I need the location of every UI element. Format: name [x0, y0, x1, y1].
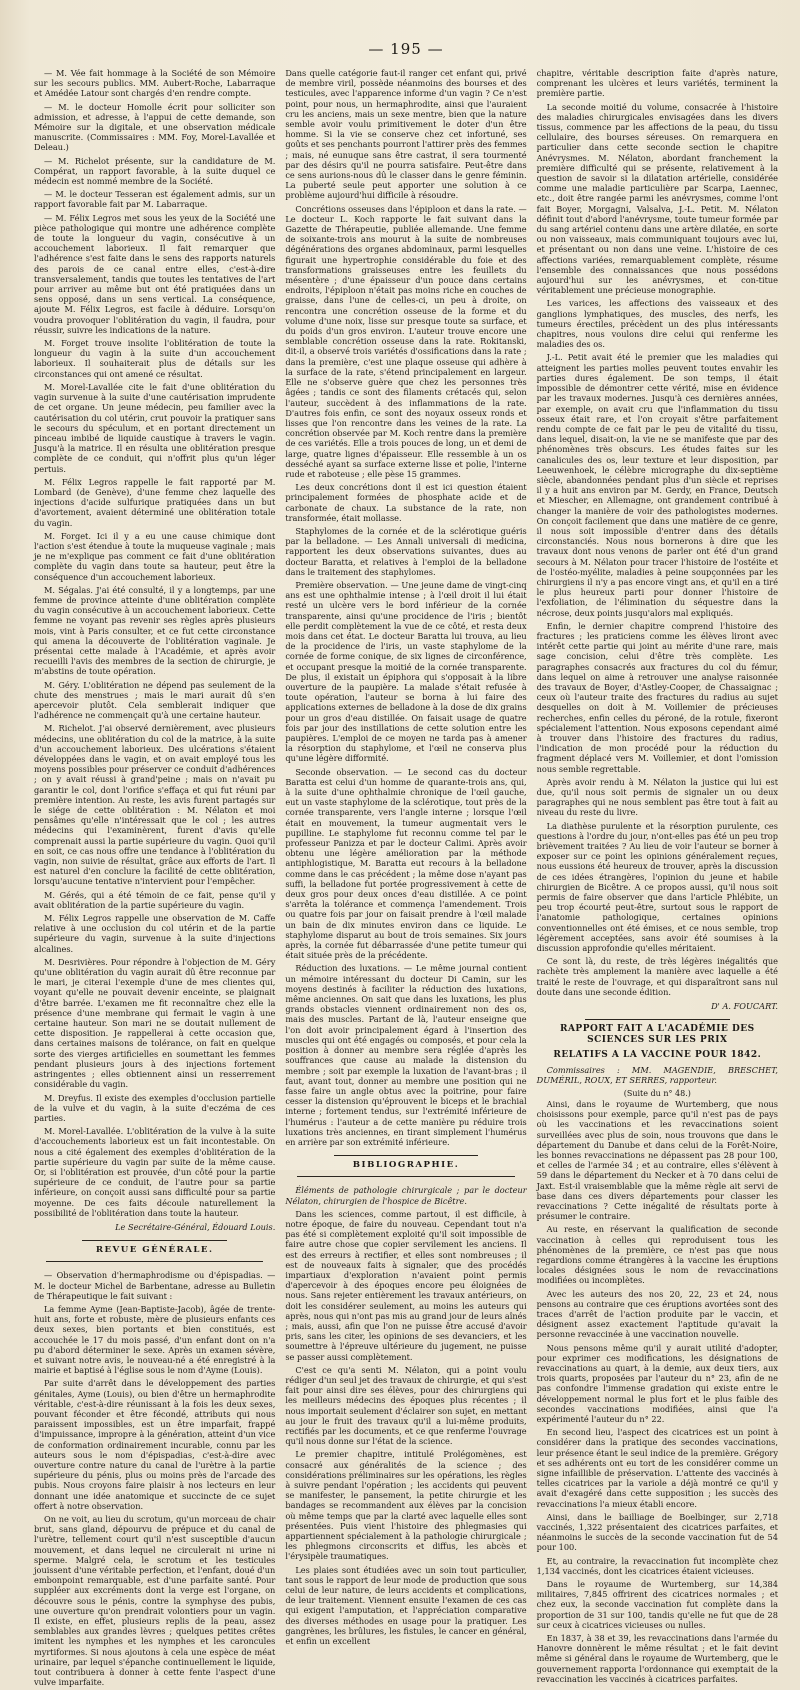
column-3 [537, 68, 778, 1690]
paragraph: Ainsi, dans le bailliage de Boelbinger, sur 2,718 vaccinés, 1,322 présentaient des cicatrices parfaites, et néanmoins le succès de la seconde vaccination fut de 54 pour 100. [536, 1511, 778, 1553]
suite-note: (Suite du n° 48.) [623, 1088, 691, 1098]
paragraph: M. Morel-Lavallée. L'oblitération de la vulve à la suite d'accouchements laborieux est un fait incontestable. On nous a cité également des exemples d'oblitération de la partie supérieure du vagin par suite de la même cause. Or, si l'oblitération est prouvée, d'un côté pour la partie supérieure de ce conduit, de l'autre pour sa partie inférieure, on conçoit aussi sans difficulté pour sa partie moyenne. De ces faits découle naturellement la possibilité de l'oblitération dans toute la hauteur. [34, 1126, 276, 1218]
paragraph: Staphylomes de la cornée et de la sclérotique guéris par la belladone. — Les Annali universali di medicina, rapportent les deux observations suivantes, dues au docteur Baratta, et relatives à l'emploi de la belladone dans le traitement des staphylomes. [285, 525, 527, 577]
paragraph: Enfin, le dernier chapitre comprend l'histoire des fractures ; les praticiens comme les élèves liront avec intérêt cette partie qui joint au mérite d'une rare, mais sage concision, celui d'être très complète. Les paragraphes consacrés aux fractures du col du fémur, dans lequel on aime à retrouver une analyse raisonnée des travaux de Boyer, d'Astley-Cooper, de Chassaignac ; ceux où l'auteur traite des fractures du radius au sujet desquelles on doit à M. Voillemier de précieuses recherches, enfin celles du péroné, de la rotule, fixeront spécialement l'attention. Nous exposons cependant aimé à trouver dans l'histoire des fractures du radius, l'indication de mon procédé pour la réduction du fragment déplacé vers M. Voillemier, et dont l'omission nous semble regrettable. [536, 620, 778, 774]
paragraph: La seconde moitié du volume, consacrée à l'histoire des maladies chirurgicales envisagées dans les divers tissus, commence par les affections de la peau, du tissu cellulaire, des bourses séreuses. On remarquera en particulier dans cette seconde section le chapitre Anévrysmes. M. Nélaton, abordant franchement la première difficulté qui se présente, relativement à la question de savoir si la dilatation artérielle, considérée comme une maladie particulière par Scarpa, Laennec, etc., doit être rangée parmi les anévrysmes, comme l'ont fait Boyer, Morgagni, Valsalva, J.-L. Petit. M. Nélaton définit tout d'abord l'anévrysme, toute tumeur formée par du sang artériel contenu dans une artère dilatée, en sorte ou non vaisseaux, mais communiquant toujours avec lui, et présentant ou non dans une veine. L'histoire de ces affections variées, remarquablement complète, résume l'ensemble des connaissances que nous possédons aujourd'hui sur les anévrysmes, et con-titue véritablement une précieuse monographie. [536, 101, 778, 296]
column-1 [34, 68, 275, 1690]
paragraph: J.-L. Petit avait été le premier que les maladies qui atteignent les parties molles peuvent toutes envahir les parties dures également. De son temps, il était impossible de démontrer cette vérité, mise en évidence par les travaux modernes. Jusqu'à ces dernières années, par exemple, on avait cru que l'inflammation du tissu osseux était rare, et l'on croyait s'être parfaitement rendu compte de ce fait par le peu de vitalité du tissu, dans lequel, disait-on, la vie ne se manifeste que par des phénomènes très obscurs. Les études faites sur les canalicules des os, leur texture et leur disposition, par Leeuwenhoek, le célèbre micrographe du dix-septième siècle, abandonnées pendant plus d'un siècle et reprises il y a huit ans environ par M. Gerdy, en France, Deutsch et Miescher, en Allemagne, ont grandement contribué à changer la manière de voir des pathologistes modernes. On conçoit facilement que dans une matière de ce genre, il nous soit impossible d'entrer dans des détails circonstanciés. Nous nous bornerons à dire que les travaux dont nous venons de parler ont été d'un grand secours à M. Nélaton pour tracer l'histoire de l'ostéite et de l'ostéo-myélite, maladies à peine soupçonnées par les chirurgiens il n'y a pas encore vingt ans, et qu'il en a tiré le plus heureux parti pour donner l'histoire de l'exfoliation, de l'élimination du séquestre dans la nécrose, deux points jusqu'alors mal expliqués. [536, 352, 778, 618]
signature-secretary: Le Secrétaire-Général, Édouard Louis. [115, 1221, 276, 1232]
columns [34, 68, 778, 1688]
paragraph: C'est ce qu'a senti M. Nélaton, qui a point voulu rédiger d'un seul jet des travaux de chirurgie, et qui s'est fait pour ainsi dire ses élèves, pour des chirurgiens qui les meilleurs médecins des époques plus récentes ; il nous importait seulement d'éclairer son sujet, en mettant au jour le fruit des travaux qu'il a lui-même produits, rectifiés par les documents, et ce que renferme l'ouvrage qu'il nous donne sur l'état de la science. [285, 1364, 527, 1447]
paragraph: — M. Vée fait hommage à la Société de son Mémoire sur les secours publics. MM. Aubert-Roche, Labarraque et Amédée Latour sont chargés d'en rendre compte. [34, 68, 276, 99]
paragraph: Ce sont là, du reste, de très légères inégalités que rachète très amplement la manière avec laquelle a été traité le reste de l'ouvrage, et qui disparaîtront sans nul doute dans une seconde édition. [536, 956, 778, 997]
paragraph: En second lieu, l'aspect des cicatrices est un point à considérer dans la pratique des secondes vaccinations, leur présence étant le seul indice de la première. Grégory et ses adhérents ont eu tort de les considérer comme un signe infaillible de préservation. L'attente des vaccinés à telles cicatrices par la variole a déjà montré ce qu'il y avait d'exagéré dans cette supposition ; les succès des revaccinations l'a mieux établi encore. [536, 1427, 778, 1509]
paragraph: M. Forget. Ici il y a eu une cause chimique dont l'action s'est étendue à toute la muqueuse vaginale ; mais je ne m'explique pas comment ce fait d'une oblitération complète du vagin dans toute sa hauteur, peut être la conséquence d'un accouchement laborieux. [34, 530, 276, 582]
paragraph: Réduction des luxations. — Le même journal contient un mémoire intéressant du docteur Di Camin, sur les moyens destinés à faciliter la réduction des luxations, même anciennes. On sait que dans les luxations, les plus grands obstacles viennent ordinairement non des os, mais des muscles. Partant de là, l'auteur enseigne que l'on doit avoir principalement égard à l'insertion des muscles qui ont été engagés ou composés, et pour cela la position à donner au membre sera réglée d'après les souffrances que cause au malade la distension du membre ; soit par exemple la luxation de l'avant-bras ; il faut, avant tout, donner au membre une position qui ne fasse faire un angle obtus avec la poitrine, pour faire cesser la distension qu'éprouvent le biceps et le brachial interne ; fortement tendus, sur l'extrémité inférieure de l'humérus : l'auteur a de cette manière pu réduire trois luxations très anciennes, en tirant simplement l'humérus en arrière par son extrémité inférieure. [285, 963, 527, 1147]
paragraph: M. Forget trouve insolite l'oblitération de toute la longueur du vagin à la suite d'un accouchement laborieux. Il souhaiterait plus de détails sur les circonstances qui ont amené ce résultat. [34, 338, 276, 379]
paragraph: Les deux concrétions dont il est ici question étaient principalement formées de phosphate acide et de carbonate de chaux. La substance de la rate, non transformée, était mollasse. [285, 482, 527, 523]
paragraph: Et, au contraire, la revaccination fut incomplète chez 1,134 vaccinés, dont les cicatrices étaient vicieuses. [536, 1555, 778, 1576]
paragraph: M. Richelot. J'ai observé dernièrement, avec plusieurs médecins, une oblitération du col de la matrice, à la suite d'un accouchement laborieux. Des ulcérations s'étaient développées dans le vagin, et on avait employé tous les moyens possibles pour préserver ce conduit d'adhérences ; on y avait réussi à grand'peine ; mais on n'avait pu garantir le col, dont l'orifice s'effaça et qui fut réuni par première intention. Au reste, les avis furent partagés sur le siége de cette oblitération : M. Nélaton et moi pensâmes qu'elle n'intéressait que le col ; les autres médecins qui l'examinèrent, furent d'avis qu'elle comprenait aussi la partie supérieure du vagin. Quoi qu'il en soit, ce cas nous offre une tendance à l'oblitération du vagin, non suivie de résultat, grâce aux efforts de l'art. Il est naturel d'en conclure la facilité de cette oblitération, lorsqu'aucune tentative n'intervient pour l'empêcher. [34, 723, 276, 887]
paragraph: En 1837, à 38 et 39, les revaccinations dans l'armée du Hanovre donnèrent le même résultat ; et le fait devint même si général dans le royaume de Wurtemberg, que le gouvernement rapporta l'ordonnance qui exemptait de la revaccination les vaccinés à cicatrices parfaites. [536, 1633, 778, 1684]
paragraph: Après avoir rendu à M. Nélaton la justice qui lui est due, qu'il nous soit permis de signaler un ou deux paragraphes qui ne nous semblent pas être tout à fait au niveau du reste du livre. [536, 776, 778, 818]
report-title-line-1: RAPPORT FAIT A L'ACADÉMIE DES SCIENCES SUR LES PRIX [559, 1024, 755, 1046]
signature-foucart: D' A. FOUCART. [711, 1001, 778, 1012]
divider [46, 1261, 263, 1262]
page-number: — 195 — [368, 40, 444, 58]
section-heading-bibliographie: BIBLIOGRAPHIE. [352, 1160, 460, 1171]
paragraph: On ne voit, au lieu du scrotum, qu'un morceau de chair brut, sans gland, dépourvu de prépuce et du canal de l'urètre, tellement court qu'il n'est susceptible d'aucun mouvement, et dans lequel ne circulerait ni urine ni sperme. Malgré cela, le scrotum et les testicules jouissent d'une véritable perfection, et l'enfant, doué d'un embonpoint remarquable, est d'une parfaite santé. Pour suppléer aux excréments dont la verge est l'organe, on découvre sous le pénis, contre la symphyse des pubis, une ouverture qu'on prendrait volontiers pour un vagin. Il existe, en effet, plusieurs replis de la peau, assez semblables aux grandes lèvres ; quelques petites crêtes imitent les nymphes et les nymphes et les caroncules myrtiformes. Si nous ajoutons à cela une espèce de méat urinaire, par lequel s'épanche continuellement le liquide, tout contribuera à donner à cette fente l'aspect d'une vulve imparfaite. [34, 1514, 276, 1688]
paragraph: Les varices, les affections des vaisseaux et des ganglions lymphatiques, des muscles, des nerfs, les tumeurs érectiles, précèdent un des plus intéressants chapitres, nous voulons dire celui qui renferme les maladies des os. [536, 298, 778, 350]
paragraph: Dans le royaume de Wurtemberg, sur 14,384 militaires, 7,845 offrirent des cicatrices normales ; et chez eux, la seconde vaccination fut complète dans la proportion de 31 sur 100, tandis qu'elle ne fut que de 28 sur ceux à cicatrices vicieuses ou nulles. [536, 1579, 778, 1630]
paragraph: chapitre, véritable description faite d'après nature, comprenant les ulcères et leurs variétés, terminent la première partie. [536, 68, 778, 99]
paragraph: La femme Ayme (Jean-Baptiste-Jacob), âgée de trente-huit ans, forte et robuste, mère de plusieurs enfants ces deux sexes, bien portants et bien constitués, est accouchée le 17 du mois passé, d'un enfant dont on n'a pu d'abord déterminer le sexe. Après un examen sévère, et suivant notre avis, le nouveau-né a été enregistré à la mairie et baptisé à l'église sous le nom d'Ayme (Louis). [34, 1303, 276, 1376]
paragraph: Les plaies sont étudiées avec un soin tout particulier, tant sous le rapport de leur mode de production que sous celui de leur nature, de leurs accidents et complications, de leur traitement. Viennent ensuite l'examen de ces cas qui exigent l'amputation, et l'appréciation comparative des diverses méthodes en usage pour la pratiquer. Les gangrènes, les brûlures, les fistules, le cancer en général, et enfin un excellent [285, 1564, 527, 1647]
paragraph: M. Ségalas. J'ai été consulté, il y a longtemps, par une femme de province atteinte d'une oblitération complète du vagin consécutive à un accouchement laborieux. Cette femme ne voyant pas revenir ses règles après plusieurs mois, vint à Paris consulter, et ce fut cette circonstance qui amena la découverte de l'oblitération vaginale. Je présentai cette malade à l'Académie, et après avoir recueilli l'avis des membres de la section de chirurgie, je m'abstins de toute opération. [34, 584, 276, 677]
paragraph: M. Félix Legros rappelle le fait rapporté par M. Lombard (de Genève), d'une femme chez laquelle des injections d'acide sulfurique pratiquées dans un but d'avortement, avaient déterminé une oblitération totale du vagin. [34, 476, 276, 528]
paragraph: Dans les sciences, comme partout, il est difficile, à notre époque, de faire du nouveau. Cependant tout n'a pas été si complètement exploité qu'il soit impossible de faire autre chose que copier servilement les anciens. Il est des erreurs à rectifier, et elles sont nombreuses ; il est de nouveaux faits à signaler, que des procédés impartiaux d'exploration n'avaient point permis d'apercevoir à des époques encore peu éloignées de nous. Sans rejeter entièrement les travaux antérieurs, on doit les considérer seulement, au moins les auteurs qui après, nous qui n'ont pas mis au grand jour de leurs aînés ; mais, aussi, afin que l'on ne puisse être accusé d'avoir pris, sans les citer, les opinions de ses devanciers, et les soumettre à l'épreuve ultérieure du jugement, ne puisse se passer aussi complètement. [285, 1208, 527, 1362]
paragraph: Nous pensons même qu'il y aurait utilité d'adopter, pour exprimer ces modifications, les désignations de revaccinations au quart, à la demie, aux deux tiers, aux trois quarts, proposées par l'auteur du n° 23, afin de ne pas confondre l'immense gradation qui existe entre le développement normal le plus fort et le plus faible des secondes vaccinations modifiées, ainsi que l'a expérimenté l'auteur du n° 22. [536, 1342, 778, 1424]
paragraph: Seconde observation. — Le second cas du docteur Baratta est celui d'un homme de quarante-trois ans, qui, à la suite d'une ophthalmie chronique de l'œil gauche, eut un vaste staphylome de la sclérotique, tout près de la cornée transparente, vers l'angle interne ; lorsque l'œil était en mouvement, la tumeur augmentait vers le pupilline. Le staphylome fut reconnu comme tel par le professeur Panizza et par le docteur Calimi. Après avoir obtenu une légère amélioration par la méthode antiphlogistique, M. Baratta eut recours à la belladone comme dans le cas précédent ; la même dose n'ayant pas suffi, la belladone fut portée progressivement à cette de deux gros pour deux onces d'eau distillée. A ce point s'arrêta la tolérance et commença l'amendement. Trois ou quatre fois par jour on faisait prendre à l'œil malade un bain de dix minutes environ dans ce liquide. Le staphylome disparut au bout de trois semaines. Six jours après, la cornée fut débarrassée d'une petite tumeur qui était située près de la précédente. [285, 766, 527, 961]
divider [585, 1019, 730, 1020]
paragraph: — M. le docteur Homolle écrit pour solliciter son admission, et adresse, à l'appui de cette demande, son Mémoire sur la digitale, et une observation médicale manuscrite. (Commissaires : MM. Foy, Morel-Lavallée et Deleau.) [34, 101, 276, 153]
paragraph: — M. Félix Legros met sous les yeux de la Société une pièce pathologique qui montre une adhérence complète de toute la longueur du vagin, consécutive à un accouchement laborieux. Il fait remarquer que l'adhérence s'est faite dans le sens des rapports naturels des parois de ce canal entre elles, c'est-à-dire transversalement, tandis que toutes les tentatives de l'art pour arriver au même but ont été pratiquées dans un sens opposé, dans un sens vertical. La conséquence, ajoute M. Félix Legros, est facile à déduire. Lorsqu'on voudra provoquer l'oblitération du vagin, il faudra, pour réussir, suivre les indications de la nature. [34, 212, 276, 335]
paragraph: M. Desrivières. Pour répondre à l'objection de M. Géry qu'une oblitération du vagin aurait dû être reconnue par le mari, je citerai l'exemple d'une de mes clientes qui, voyant qu'elle ne pouvait devenir enceinte, se plaignait d'être barrée. L'examen me fit reconnaître chez elle la présence d'une membrane qui fermait le vagin à une certaine hauteur. Son mari ne se doutait nullement de cette disposition. Je rappellerai à cette occasion que, dans certaines maisons de tolérance, on fait en quelque sorte des vierges artificielles en soumettant les femmes pendant plusieurs jours à des injections fortement astringentes ; elles obtiennent ainsi un resserrement considérable du vagin. [34, 956, 276, 1090]
paragraph: Dans quelle catégorie faut-il ranger cet enfant qui, privé de membre viril, possède néanmoins des bourses et des testicules, avec l'apparence informe d'un vagin ? Ce n'est point, pour nous, un hermaphrodite, ainsi que l'auraient cru les anciens, mais un sexe mentre, bien que la nature semble avoir voulu primitivement le doter d'un être homme. Si la vie se conserve chez cet infortuné, ses goûts et ses penchants pourront l'attirer près des femmes ; mais, né eunuque sans être castrat, il sera tourmenté par des désirs qu'il ne pourra satisfaire. Peut-être dans ce sens aurions-nous dû le classer dans le genre féminin. La puberté seule peut apporter une solution à ce problème aujourd'hui difficile à résoudre. [285, 68, 527, 201]
paragraph: Ainsi, dans le royaume de Wurtemberg, que nous choisissons pour exemple, parce qu'il n'est pas de pays où les vaccinations et les revaccinations soient surveillées avec plus de soin, nous trouvons que dans le département du Danube et dans celui de la Forêt-Noire, les bonnes revaccinations ne dépassent pas 28 pour 100, et celles de l'armée 34 ; et au contraire, elles s'élèvent à 59 dans le département du Necker et à 70 dans celui de Jaxt. Est-il vraisemblable que la même règle ait servi de base dans ces divers départements pour classer les revaccinations ? Cette inégalité de résultats porte à présumer le contraire. [536, 1098, 778, 1222]
paragraph: Éléments de pathologie chirurgicale ; par le docteur Nélaton, chirurgien de l'hospice de Bicêtre. [285, 1185, 527, 1206]
paragraph: La diathèse purulente et la résorption purulente, ces questions à l'ordre du jour, n'ont-elles pas été un peu trop brièvement traitées ? Au lieu de voir l'auteur se borner à exposer sur ce point les opinions généralement reçues, nous eussions été heureux de trouver, après la discussion de ces idées étrangères, l'opinion du jeune et habile chirurgien de Bicêtre. A ce propos aussi, qu'il nous soit permis de faire observer que dans l'article Phlébite, un peu trop écourté peut-être, surtout sous le rapport de l'anatomie pathologique, certaines opinions conventionnelles ont été émises, et ce nous semble, trop légèrement acceptées, sans avoir été soumises à la discussion approfondie qu'elles méritaient. [536, 820, 778, 954]
paragraph: — Observation d'hermaphrodisme ou d'épispadias. — M. le docteur Michel de Barbentane, adresse au Bulletin de Thérapeutique le fait suivant : [34, 1270, 276, 1301]
paragraph: Première observation. — Une jeune dame de vingt-cinq ans est une ophthalmie intense ; à l'œil droit il lui était resté un ulcère vers le bord inférieur de la cornée transparente, ainsi qu'une procidence de l'iris ; bientôt elle perdit complètement la vue de ce côté, et resta deux mois dans cet état. Le docteur Baratta lui trouva, au lieu de la procidence de l'iris, un vaste staphylome de la cornée de forme conique, de six lignes de circonférence, et occupant presque la moitié de la cornée transparente. De plus, il existait un épiphora qui s'opposait à la libre ouverture de la paupière. La malade s'était refusée à toute opération, l'auteur se borna à lui faire des applications externes de belladone à la dose de dix grains pour un gros d'eau distillée. On faisait usage de quatre fois par jour des instillations de cette solution entre les paupières. L'emploi de ce moyen ne tarda pas à amener la résorption du staphylome, et l'œil ne conserva plus qu'une légère difformité. [285, 579, 527, 764]
divider [82, 1240, 227, 1241]
commissaires-line: Commissaires : MM. MAGENDIE, BRESCHET, DUMÉRIL, ROUX, ET SERRES, rapporteur. [536, 1065, 778, 1086]
paragraph: — M. Richelot présente, sur la candidature de M. Compérat, un rapport favorable, à la suite duquel ce médecin est nommé membre de la Société. [34, 155, 276, 187]
paragraph: M. Félix Legros rappelle une observation de M. Caffe relative à une occlusion du col utérin et de la partie supérieure du vagin, survenue à la suite d'injections alcalines. [34, 913, 276, 954]
paragraph: M. Dreyfus. Il existe des exemples d'occlusion partielle de la vulve et du vagin, à la suite d'eczéma de ces parties. [34, 1092, 276, 1123]
paragraph: M. Gérés, qui a été témoin de ce fait, pense qu'il y avait oblitération de la partie supérieure du vagin. [34, 889, 276, 910]
paragraph: Le premier chapitre, intitulé Prolégomènes, est consacré aux généralités de la science ; des considérations préliminaires sur les opérations, les règles à suivre pendant l'opération ; les accidents qui peuvent se manifester, le pansement, la petite chirurgie et les bandages se recommandent aux élèves par la concision où même temps que par la clarté avec laquelle elles sont présentées. Puis vient l'histoire des phlegmasies qui appartiennent spécialement à la pathologie chirurgicale ; les phlegmons circonscrits et diffus, les abcès et l'érysipèle traumatiques. [285, 1449, 527, 1562]
divider [334, 1155, 479, 1156]
paragraph: M. Morel-Lavallée cite le fait d'une oblitération du vagin survenue à la suite d'une cautérisation imprudente de cet organe. Un jeune médecin, peu familier avec la cautérisation du col utérin, crut pouvoir la pratiquer sans le secours du spéculum, et en portant directement un pinceau imbibé de liquide caustique à travers le vagin. Jusqu'à la matrice. Il en résulta une oblitération presque complète de ce conduit, qui n'offrit plus qu'un léger pertuis. [34, 381, 276, 474]
paragraph: Concrétions osseuses dans l'épiploon et dans la rate. — Le docteur L. Koch rapporte le fait suivant dans la Gazette de Thérapeutie, publiée allemande. Une femme de soixante-trois ans mourut à la suite de nombreuses dégénérations des organes abdominaux, parmi lesquelles figurait une hypertrophie considérable du foie et des transformations graisseuses entre les feuillets du mésentère ; d'une épaisseur d'un pouce dans certains endroits, l'épiploon n'était pas moins riche en couches de graisse, dans l'une de celles-ci, un peu à droite, on rencontra une concrétion osseuse de la forme et du volume d'une noix, lisse sur presque toute sa surface, et du poids d'un gros environ. L'auteur trouve encore une semblable concrétion osseuse dans la rate. Rokitanski, dit-il, a observé trois variétés d'ossifications dans la rate ; dans la première, c'est une plaque osseuse qui adhère à la surface de la rate, s'étend principalement en largeur. Elle ne s'observe guère que chez les personnes très âgées ; tandis ce sont des filaments crétacés qui, selon l'auteur, succèdent à des inflammations de la rate. D'autres fois enfin, ce sont des noyaux osseux ronds et lisses que l'on rencontre dans les veines de la rate. La concrétion observée par M. Koch rentre dans la première de ces variétés. Elle a trois pouces de long, un et demi de large, quatre lignes d'épaisseur. Elle ressemble à un os desséché ayant sa surface externe lisse et polie, l'interne rude et raboteuse ; elle pèse 15 grammes. [285, 203, 527, 479]
column-2 [285, 68, 526, 1690]
report-title-line-2: RELATIFS A LA VACCINE POUR 1842. [553, 1050, 762, 1061]
paragraph: — M. le docteur Tesseran est également admis, sur un rapport favorable fait par M. Labarraque. [34, 189, 276, 210]
paragraph: Au reste, en réservant la qualification de seconde vaccination à celles qui reproduisent tous les phénomènes de la première, ce n'est pas que nous regardions comme étrangères à la vaccine les éruptions locales désignées sous le nom de revaccinations modifiées ou incomplètes. [536, 1224, 778, 1286]
paragraph: Par suite d'arrêt dans le développement des parties génitales, Ayme (Louis), ou bien d'être un hermaphrodite véritable, c'est-à-dire réunissant à la fois les deux sexes, pouvant féconder et être fécondé, attributs qui nous paraissent impossibles, est un être imparfait, frappé d'impuissance, impropre à la génération, atteint d'un vice de conformation ordinairement incurable, connu par les auteurs sous le nom d'épispadias, c'est-à-dire avec ouverture contre nature du canal de l'urètre à la partie supérieure du pénis, plus ou moins près de l'arcade des pubis. Nous croyons faire plaisir à nos lecteurs en leur donnant une idée anatomique et succincte de ce sujet offert à notre observation. [34, 1378, 276, 1511]
section-heading-revue: REVUE GÉNÉRALE. [95, 1245, 214, 1256]
paragraph: M. Géry. L'oblitération ne dépend pas seulement de la chute des menstrues ; mais le mari aurait dû s'en apercevoir plutôt. Cela semblerait indiquer que l'adhérence ne commençait qu'à une certaine hauteur. [34, 679, 276, 721]
divider [297, 1176, 514, 1177]
paragraph: Avec les auteurs des nos 20, 22, 23 et 24, nous pensons au contraire que ces éruptions avortées sont des traces d'arrêt de l'action produite par le vaccin, et désignent assez exactement l'aptitude qu'avait la personne revaccinée à une vaccination nouvelle. [536, 1288, 778, 1340]
